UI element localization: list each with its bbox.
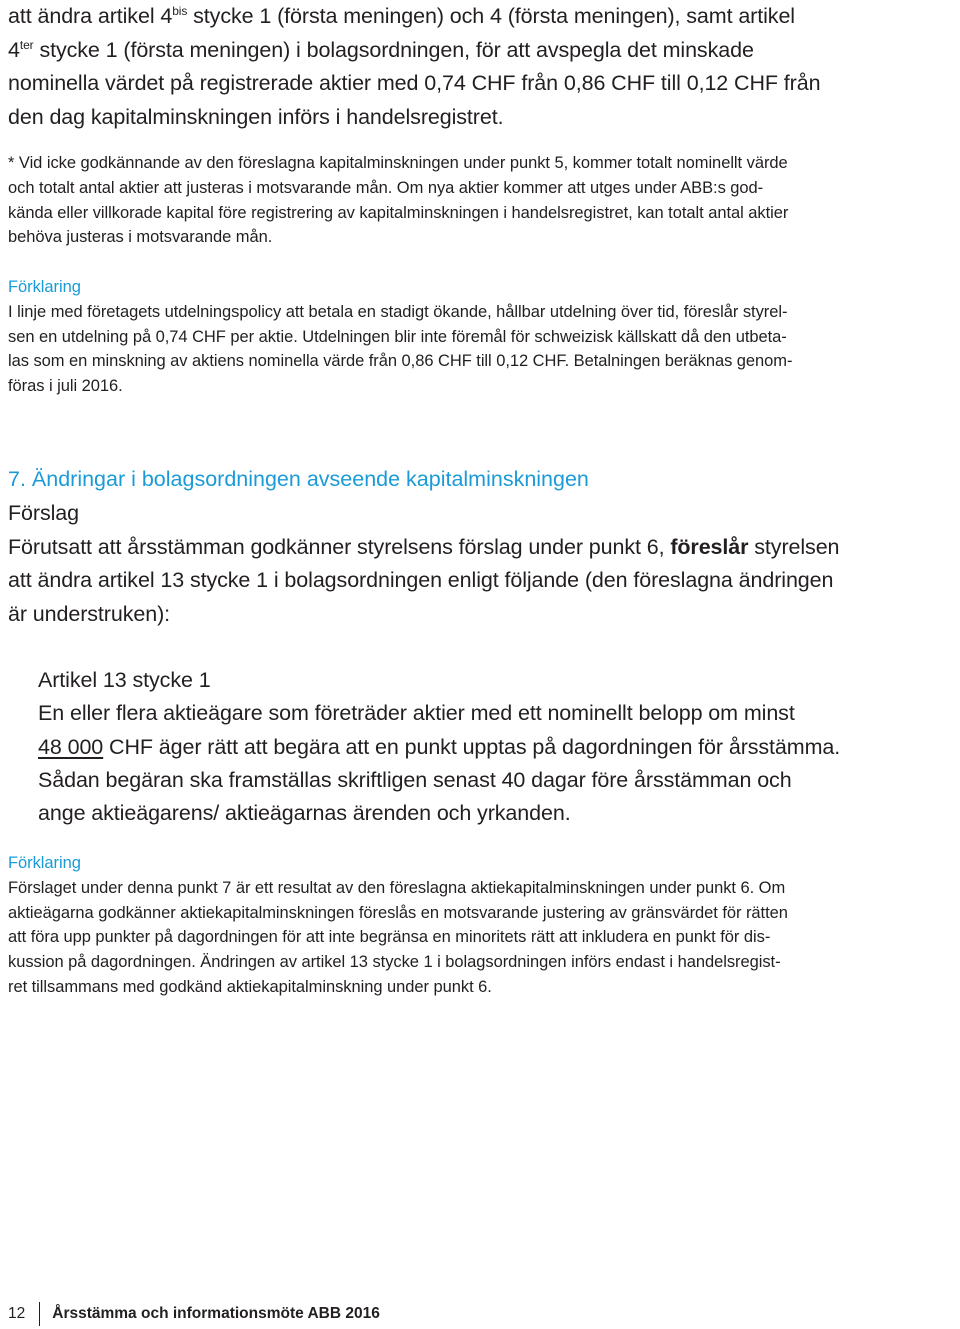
- item-d-line-4: den dag kapitalminskningen införs i handelsregistret.: [8, 104, 504, 129]
- item-d-label: [0, 0, 8, 34]
- article-text: CHF äger rätt att begära att en punkt upptas på dagordningen för årsstämma.: [103, 734, 841, 759]
- footnote: [8, 151, 958, 250]
- proposal-text: Förutsatt att årsstämman godkänner styrelsens förslag under punkt 6,: [8, 534, 671, 559]
- forklaring-line: aktieägarna godkänner aktiekapitalminskningen föreslås en motsvarande justering av gränsvärdet för rätten: [8, 903, 788, 922]
- superscript-ter: ter: [19, 37, 34, 52]
- footnote-line: behöva justeras i motsvarande mån.: [8, 228, 273, 247]
- forklaring-line: föras i juli 2016.: [8, 377, 123, 396]
- forklaring-line: ret tillsammans med godkänd aktiekapitalminskning under punkt 6.: [8, 977, 492, 996]
- forklaring-heading: Förklaring: [8, 278, 81, 296]
- forklaring-2: [8, 851, 958, 1000]
- forklaring-1: [8, 275, 958, 399]
- forklaring-line: att föra upp punkter på dagordningen för att inte begränsa en minoritets rätt att inkludera en punkt för dis-: [8, 928, 771, 947]
- item-d-text: 4: [8, 37, 20, 62]
- article-line: [38, 731, 956, 764]
- article-line: En eller flera aktieägare som företräder aktier med ett nominellt belopp om minst: [38, 701, 795, 726]
- footnote-line: * Vid icke godkännande av den föreslagna kapitalminskningen under punkt 5, kommer totalt nominellt värde: [8, 154, 788, 172]
- item-d-text: stycke 1 (första meningen) och 4 (första meningen), samt artikel: [187, 4, 795, 28]
- page-footer: [8, 1302, 380, 1326]
- forklaring-heading: Förklaring: [8, 854, 81, 872]
- forklaring-line: las som en minskning av aktiens nominella värde från 0,86 CHF till 0,12 CHF. Betalningen beräknas genom-: [8, 352, 793, 371]
- proposal-line-1: [8, 531, 956, 565]
- footer-divider: [39, 1302, 40, 1326]
- item-d-line-1: [0, 0, 956, 34]
- underlined-amount: 48 000: [38, 734, 104, 759]
- item-d: [8, 0, 956, 134]
- forklaring-line: kussion på dagordningen. Ändringen av artikel 13 stycke 1 i bolagsordningen införs endast i handelsregist-: [8, 953, 781, 972]
- footer-title: Årsstämma och informationsmöte ABB 2016: [52, 1305, 380, 1322]
- forklaring-line: I linje med företagets utdelningspolicy att betala en stadigt ökande, hållbar utdelning över tid, föreslår styrel-: [8, 302, 788, 321]
- page-number: 12: [8, 1305, 26, 1322]
- article-line: ange aktieägarens/ aktieägarnas ärenden och yrkanden.: [38, 801, 571, 826]
- footnote-line: kända eller villkorade kapital före registrering av kapitalminskningen i handelsregistret, kan totalt antal aktier: [8, 203, 789, 222]
- proposal-bold: föreslår: [670, 534, 749, 559]
- article-heading: Artikel 13 stycke 1: [38, 668, 211, 692]
- section-7-proposal: [8, 497, 956, 631]
- item-d-text: stycke 1 (första meningen) i bolagsordningen, för att avspegla det minskade: [33, 37, 754, 62]
- section-7-title: 7. Ändringar i bolagsordningen avseende kapitalminskningen: [8, 467, 589, 491]
- proposal-line-3: är understruken):: [8, 601, 171, 626]
- footnote-line: och totalt antal aktier att justeras i motsvarande mån. Om nya aktier kommer att utges under ABB:s god-: [8, 178, 764, 197]
- forklaring-line: sen en utdelning på 0,74 CHF per aktie. Utdelningen blir inte föremål för schweizisk källskatt då den utbeta-: [8, 327, 787, 346]
- item-d-line-3: nominella värdet på registrerade aktier med 0,74 CHF från 0,86 CHF till 0,12 CHF från: [8, 71, 821, 95]
- article-13: [38, 664, 956, 830]
- proposal-line-2: att ändra artikel 13 stycke 1 i bolagsordningen enligt följande (den föreslagna ändringen: [8, 568, 834, 592]
- item-d-text: att ändra artikel 4: [8, 4, 173, 28]
- forklaring-line: Förslaget under denna punkt 7 är ett resultat av den föreslagna aktiekapitalminskningen under punkt 6. Om: [8, 878, 786, 897]
- item-d-line-2: [8, 34, 956, 68]
- forslag-heading: Förslag: [8, 501, 79, 525]
- article-line: Sådan begäran ska framställas skriftligen senast 40 dagar före årsstämman och: [38, 767, 792, 792]
- proposal-text: styrelsen: [748, 534, 840, 559]
- superscript-bis: bis: [172, 4, 188, 18]
